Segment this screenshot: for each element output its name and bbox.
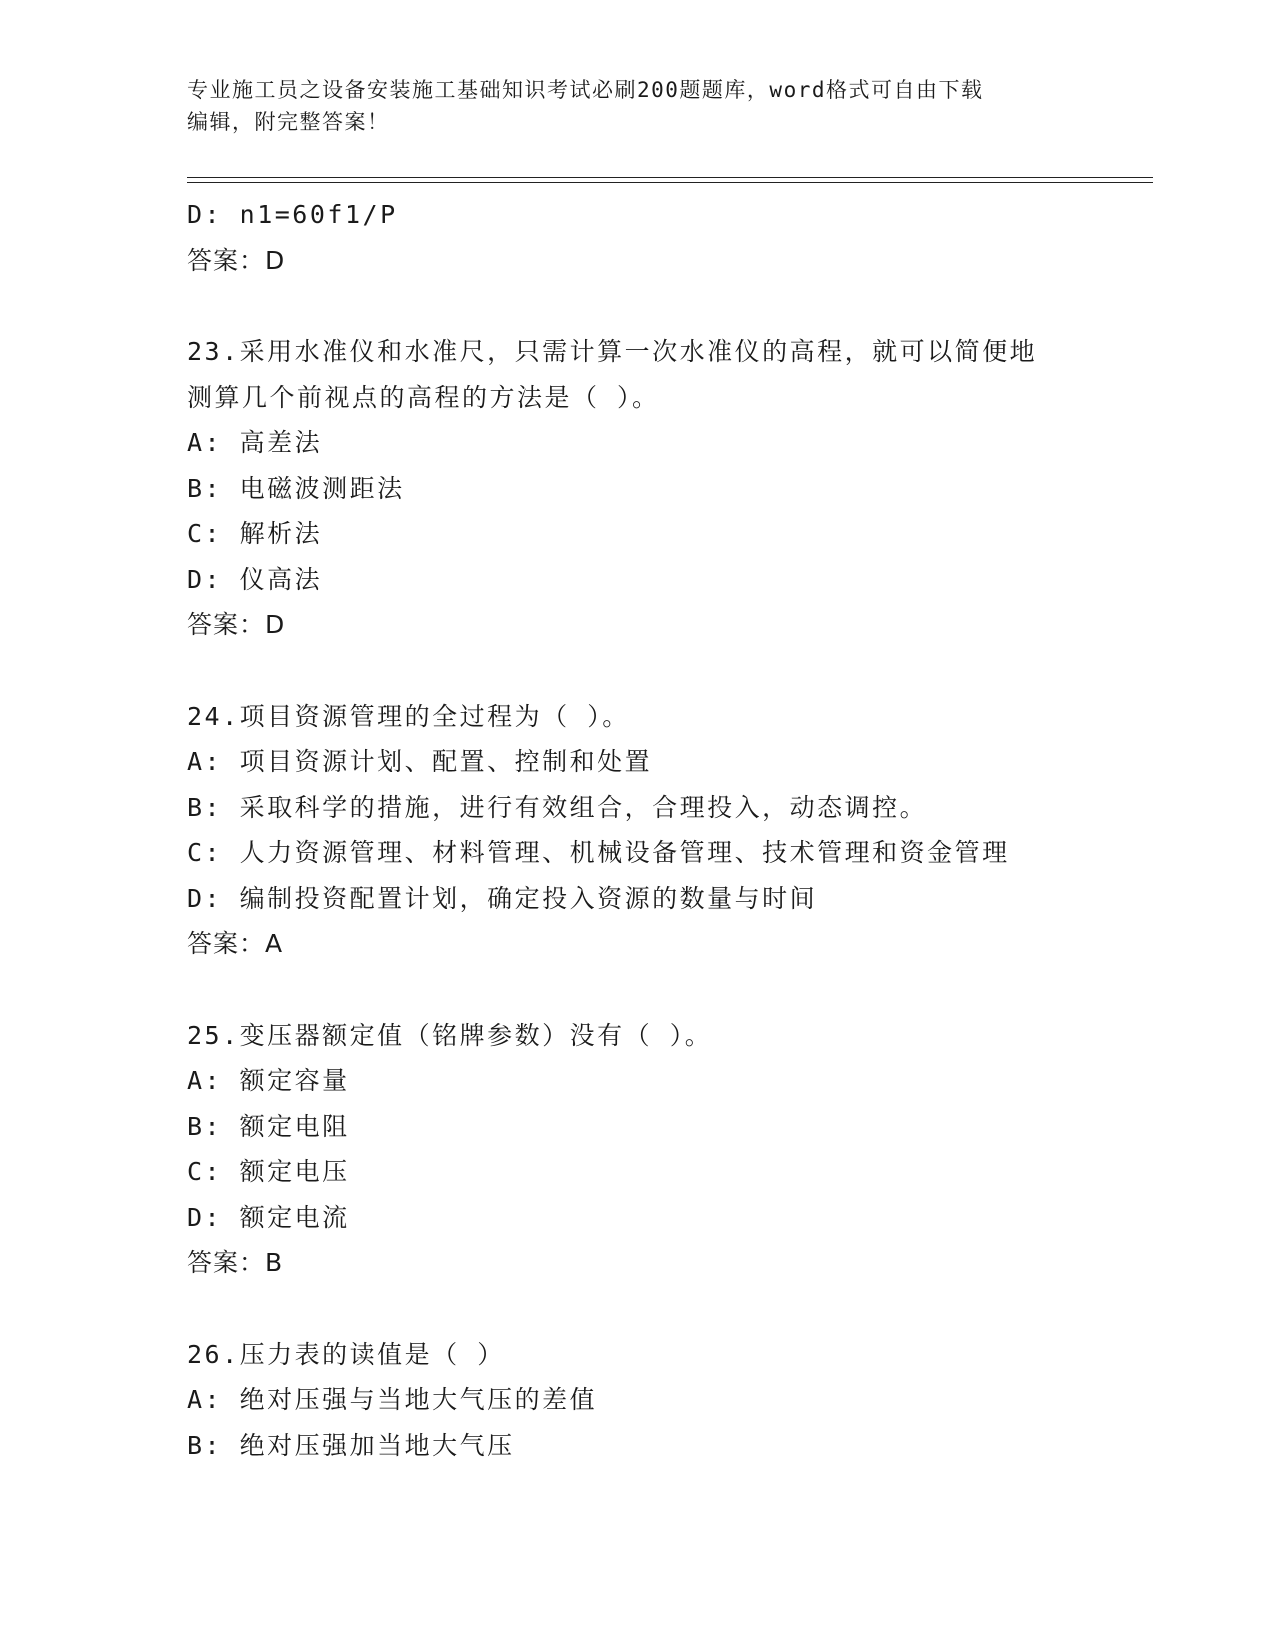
option-b: B: 额定电阻: [187, 1111, 350, 1141]
question-stem: 25.变压器额定值（铭牌参数）没有（ ）。: [187, 1020, 713, 1050]
question-stem: 23.采用水准仪和水准尺，只需计算一次水准仪的高程，就可以简便地: [187, 337, 1038, 366]
header-title-line1: 专业施工员之设备安装施工基础知识考试必刷200题题库，word格式可自由下载: [187, 78, 984, 102]
question-26: [187, 1332, 1147, 1469]
answer: 答案：D: [187, 610, 286, 639]
header-title-line2: 编辑，附完整答案！: [187, 110, 390, 134]
option-d: D: 额定电流: [187, 1202, 350, 1232]
option-b: B: 绝对压强加当地大气压: [187, 1430, 515, 1460]
answer: 答案：A: [187, 929, 284, 958]
option-b: B: 采取科学的措施，进行有效组合，合理投入，动态调控。: [187, 792, 928, 822]
question-stem-cont: 测算几个前视点的高程的方法是（ ）。: [187, 382, 660, 412]
option-a: A: 高差法: [187, 428, 323, 457]
option-d: D: 仪高法: [187, 564, 323, 594]
header-divider-bottom: [187, 182, 1153, 183]
option-a: A: 绝对压强与当地大气压的差值: [187, 1385, 598, 1414]
prev-option-d: D: n1=60f1/P: [187, 200, 398, 229]
answer: 答案：B: [187, 1248, 284, 1277]
document-header: [187, 74, 1067, 138]
question-25: [187, 1013, 1147, 1286]
header-divider-top: [187, 177, 1153, 178]
option-b: B: 电磁波测距法: [187, 473, 405, 503]
option-a: A: 项目资源计划、配置、控制和处置: [187, 747, 653, 776]
question-24: [187, 694, 1147, 967]
question-23: [187, 329, 1147, 648]
prev-answer: 答案：D: [187, 245, 286, 275]
question-stem: 24.项目资源管理的全过程为（ ）。: [187, 701, 630, 731]
option-c: C: 额定电压: [187, 1157, 350, 1186]
question-stem: 26.压力表的读值是（ ）: [187, 1339, 505, 1369]
option-c: C: 解析法: [187, 519, 323, 548]
option-d: D: 编制投资配置计划，确定投入资源的数量与时间: [187, 883, 818, 913]
option-c: C: 人力资源管理、材料管理、机械设备管理、技术管理和资金管理: [187, 838, 1010, 867]
option-a: A: 额定容量: [187, 1066, 350, 1095]
question-list: [187, 192, 1147, 1468]
